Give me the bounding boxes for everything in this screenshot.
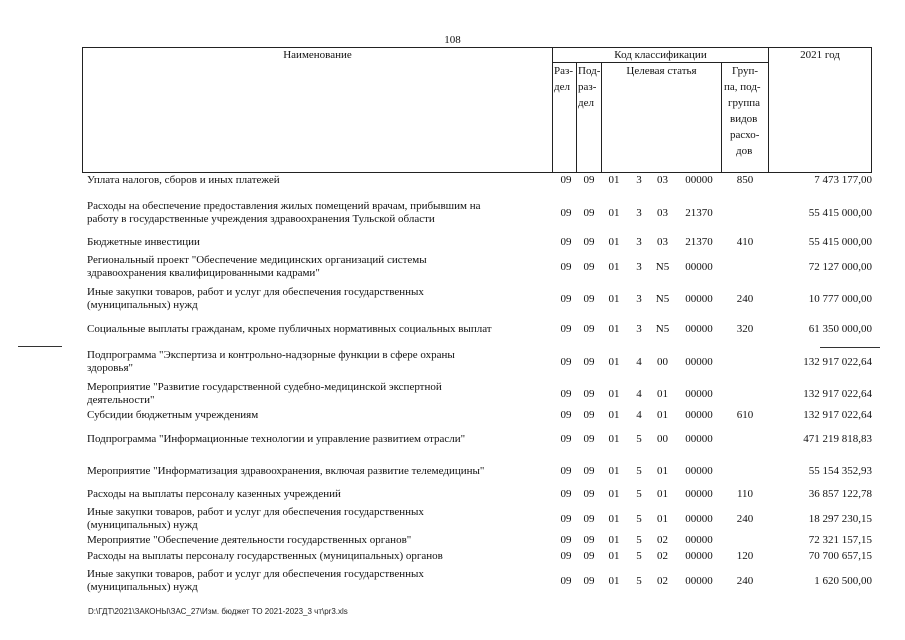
row-name-line: Мероприятие "Развитие государственной судебно-медицинской экспертной xyxy=(87,381,442,393)
row-name-line: Расходы на обеспечение предоставления жилых помещений врачам, прибывшим на xyxy=(87,200,481,212)
row-name-line: деятельности" xyxy=(87,394,155,406)
podrazdel-code: 09 xyxy=(583,488,595,500)
row-name xyxy=(87,349,547,375)
header-border-bottom xyxy=(82,172,872,173)
podrazdel-code: 09 xyxy=(583,236,595,248)
subprogram-code: 3 xyxy=(636,207,642,219)
header-podrazdel-line-2: раз- xyxy=(578,81,597,93)
row-name xyxy=(87,236,547,249)
podrazdel-code: 09 xyxy=(583,465,595,477)
row-name-line: Субсидии бюджетным учреждениям xyxy=(87,409,259,421)
table-row xyxy=(0,349,905,377)
row-amount: 55 415 000,00 xyxy=(808,236,872,248)
row-amount: 1 620 500,00 xyxy=(814,575,872,587)
expense-type-code: 610 xyxy=(736,409,754,421)
row-name xyxy=(87,323,547,336)
subprogram-code: 4 xyxy=(636,409,642,421)
table-row xyxy=(0,534,905,548)
row-name-line: здоровья" xyxy=(87,362,134,374)
row-amount: 132 917 022,64 xyxy=(803,388,872,400)
direction-code: 01 xyxy=(657,388,668,400)
row-name xyxy=(87,200,547,226)
subprogram-code: 5 xyxy=(636,488,642,500)
subprogram-code: 5 xyxy=(636,575,642,587)
row-amount: 55 415 000,00 xyxy=(808,207,872,219)
direction-code: 02 xyxy=(657,575,668,587)
row-amount: 18 297 230,15 xyxy=(808,513,872,525)
program-code: 01 xyxy=(608,356,620,368)
row-amount: 132 917 022,64 xyxy=(803,409,872,421)
row-name xyxy=(87,550,547,563)
row-amount: 471 219 818,83 xyxy=(803,433,872,445)
expense-type-code: 320 xyxy=(736,323,754,335)
direction-code: 01 xyxy=(657,513,668,525)
header-group-line-4: видов xyxy=(730,113,758,125)
table-row xyxy=(0,174,905,188)
razdel-code: 09 xyxy=(560,550,572,562)
expense-code: 00000 xyxy=(685,550,713,562)
expense-code: 00000 xyxy=(685,513,713,525)
header-group-line-6: дов xyxy=(736,145,753,157)
table-row xyxy=(0,506,905,534)
program-code: 01 xyxy=(608,534,620,546)
row-name-line: (муниципальных) нужд xyxy=(87,519,198,531)
expense-code: 00000 xyxy=(685,388,713,400)
podrazdel-code: 09 xyxy=(583,513,595,525)
program-code: 01 xyxy=(608,433,620,445)
program-code: 01 xyxy=(608,207,620,219)
program-code: 01 xyxy=(608,388,620,400)
table-row xyxy=(0,409,905,423)
row-name xyxy=(87,534,547,547)
razdel-code: 09 xyxy=(560,293,572,305)
header-group-line-2: па, под- xyxy=(724,81,761,93)
header-col-razdel-right xyxy=(576,62,577,173)
subprogram-code: 5 xyxy=(636,433,642,445)
row-name xyxy=(87,381,547,407)
row-name-line: Расходы на выплаты персоналу казенных учреждений xyxy=(87,488,341,500)
subprogram-code: 5 xyxy=(636,550,642,562)
expense-type-code: 120 xyxy=(736,550,754,562)
row-name-line: Подпрограмма "Информационные технологии и управление развитием отрасли" xyxy=(87,433,466,445)
podrazdel-code: 09 xyxy=(583,388,595,400)
program-code: 01 xyxy=(608,174,620,186)
row-name-line: (муниципальных) нужд xyxy=(87,581,198,593)
row-name-line: работу в государственные учреждения здравоохранения Тульской области xyxy=(87,213,435,225)
row-name xyxy=(87,254,547,280)
podrazdel-code: 09 xyxy=(583,575,595,587)
header-razdel-line-1: Раз- xyxy=(554,65,574,77)
row-name-line: Мероприятие "Информатизация здравоохранения, включая развитие телемедицины" xyxy=(87,465,485,477)
direction-code: 01 xyxy=(657,465,668,477)
header-col-right xyxy=(871,47,872,173)
expense-code: 00000 xyxy=(685,488,713,500)
header-group-line-5: расхо- xyxy=(730,129,760,141)
expense-type-code: 240 xyxy=(736,575,754,587)
direction-code: 02 xyxy=(657,550,668,562)
subprogram-code: 3 xyxy=(636,174,642,186)
razdel-code: 09 xyxy=(560,575,572,587)
podrazdel-code: 09 xyxy=(583,174,595,186)
razdel-code: 09 xyxy=(560,513,572,525)
header-col-target-right xyxy=(721,62,722,173)
program-code: 01 xyxy=(608,293,620,305)
header-group-line-3: группа xyxy=(728,97,761,109)
razdel-code: 09 xyxy=(560,433,572,445)
table-row xyxy=(0,254,905,282)
podrazdel-code: 09 xyxy=(583,550,595,562)
row-name-line: Региональный проект "Обеспечение медицинских организаций системы xyxy=(87,254,427,266)
direction-code: 01 xyxy=(657,488,668,500)
direction-code: 03 xyxy=(657,236,668,248)
program-code: 01 xyxy=(608,236,620,248)
razdel-code: 09 xyxy=(560,534,572,546)
direction-code: 02 xyxy=(657,534,668,546)
row-name-line: Иные закупки товаров, работ и услуг для обеспечения государственных xyxy=(87,506,424,518)
row-name-line: Бюджетные инвестиции xyxy=(87,236,200,248)
expense-code: 00000 xyxy=(685,261,713,273)
header-col-podrazdel-right xyxy=(601,62,602,173)
expense-code: 21370 xyxy=(685,236,713,248)
row-amount: 36 857 122,78 xyxy=(808,488,872,500)
razdel-code: 09 xyxy=(560,174,572,186)
podrazdel-code: 09 xyxy=(583,409,595,421)
podrazdel-code: 09 xyxy=(583,534,595,546)
expense-code: 00000 xyxy=(685,409,713,421)
header-col-left xyxy=(82,47,83,173)
podrazdel-code: 09 xyxy=(583,207,595,219)
row-amount: 72 127 000,00 xyxy=(808,261,872,273)
expense-type-code: 850 xyxy=(736,174,754,186)
podrazdel-code: 09 xyxy=(583,356,595,368)
podrazdel-code: 09 xyxy=(583,433,595,445)
razdel-code: 09 xyxy=(560,207,572,219)
row-name-line: здравоохранения квалифицированными кадрами" xyxy=(87,267,320,279)
expense-code: 00000 xyxy=(685,575,713,587)
direction-code: N5 xyxy=(655,293,670,305)
subprogram-code: 3 xyxy=(636,323,642,335)
razdel-code: 09 xyxy=(560,356,572,368)
row-name-line: (муниципальных) нужд xyxy=(87,299,198,311)
subprogram-code: 3 xyxy=(636,236,642,248)
expense-code: 00000 xyxy=(685,433,713,445)
podrazdel-code: 09 xyxy=(583,261,595,273)
expense-type-code: 240 xyxy=(736,513,754,525)
program-code: 01 xyxy=(608,323,620,335)
razdel-code: 09 xyxy=(560,323,572,335)
row-amount: 55 154 352,93 xyxy=(808,465,872,477)
row-name-line: Иные закупки товаров, работ и услуг для обеспечения государственных xyxy=(87,568,424,580)
table-row xyxy=(0,550,905,564)
row-name xyxy=(87,174,547,187)
direction-code: 01 xyxy=(657,409,668,421)
header-razdel-line-2: дел xyxy=(554,81,570,93)
razdel-code: 09 xyxy=(560,388,572,400)
row-amount: 132 917 022,64 xyxy=(803,356,872,368)
program-code: 01 xyxy=(608,550,620,562)
expense-type-code: 240 xyxy=(736,293,754,305)
row-name xyxy=(87,568,547,594)
row-amount: 72 321 157,15 xyxy=(808,534,872,546)
expense-code: 00000 xyxy=(685,534,713,546)
row-name-line: Уплата налогов, сборов и иных платежей xyxy=(87,174,280,186)
row-name xyxy=(87,506,547,532)
row-name xyxy=(87,488,547,501)
expense-code: 00000 xyxy=(685,465,713,477)
subprogram-code: 5 xyxy=(636,465,642,477)
program-code: 01 xyxy=(608,261,620,273)
header-col-code-right xyxy=(768,47,769,173)
expense-code: 00000 xyxy=(685,323,713,335)
header-target-article: Целевая статья xyxy=(626,65,697,77)
direction-code: 03 xyxy=(657,207,668,219)
row-name xyxy=(87,465,547,478)
header-group-line-1: Груп- xyxy=(732,65,759,77)
row-name-line: Подпрограмма "Экспертиза и контрольно-надзорные функции в сфере охраны xyxy=(87,349,455,361)
table-row xyxy=(0,433,905,447)
razdel-code: 09 xyxy=(560,236,572,248)
row-amount: 10 777 000,00 xyxy=(808,293,872,305)
expense-type-code: 410 xyxy=(736,236,754,248)
row-amount: 7 473 177,00 xyxy=(814,174,872,186)
razdel-code: 09 xyxy=(560,261,572,273)
row-name-line: Расходы на выплаты персоналу государственных (муниципальных) органов xyxy=(87,550,443,562)
table-row xyxy=(0,488,905,502)
table-row xyxy=(0,236,905,250)
header-col-name-right xyxy=(552,47,553,173)
direction-code: 00 xyxy=(657,433,668,445)
subprogram-code: 4 xyxy=(636,356,642,368)
direction-code: N5 xyxy=(655,261,670,273)
direction-code: 00 xyxy=(657,356,668,368)
header-podrazdel-line-3: дел xyxy=(578,97,594,109)
row-amount: 61 350 000,00 xyxy=(808,323,872,335)
expense-code: 00000 xyxy=(685,293,713,305)
expense-type-code: 110 xyxy=(736,488,754,500)
subprogram-code: 3 xyxy=(636,261,642,273)
expense-code: 00000 xyxy=(685,356,713,368)
razdel-code: 09 xyxy=(560,409,572,421)
program-code: 01 xyxy=(608,488,620,500)
table-row xyxy=(0,465,905,479)
row-name-line: Мероприятие "Обеспечение деятельности государственных органов" xyxy=(87,534,412,546)
podrazdel-code: 09 xyxy=(583,293,595,305)
row-name xyxy=(87,286,547,312)
expense-code: 00000 xyxy=(685,174,713,186)
page-number: 108 xyxy=(444,34,461,46)
row-name xyxy=(87,409,547,422)
program-code: 01 xyxy=(608,465,620,477)
header-name: Наименование xyxy=(283,49,352,61)
program-code: 01 xyxy=(608,513,620,525)
header-year: 2021 год xyxy=(800,49,840,61)
direction-code: 03 xyxy=(657,174,668,186)
table-row xyxy=(0,286,905,314)
file-path-footer: D:\ГДТ\2021\ЗАКОНЫ\ЗАС_27\Изм. бюджет ТО 2021-2023_3 чт\pr3.xls xyxy=(88,607,348,616)
razdel-code: 09 xyxy=(560,465,572,477)
header-code-classification: Код классификации xyxy=(614,49,707,61)
subprogram-code: 3 xyxy=(636,293,642,305)
row-name xyxy=(87,433,547,446)
header-subrow-line xyxy=(552,62,768,63)
expense-code: 21370 xyxy=(685,207,713,219)
table-row xyxy=(0,381,905,409)
table-row xyxy=(0,200,905,228)
subprogram-code: 5 xyxy=(636,534,642,546)
row-name-line: Социальные выплаты гражданам, кроме публичных нормативных социальных выплат xyxy=(87,323,492,335)
razdel-code: 09 xyxy=(560,488,572,500)
subprogram-code: 4 xyxy=(636,388,642,400)
podrazdel-code: 09 xyxy=(583,323,595,335)
subprogram-code: 5 xyxy=(636,513,642,525)
right-margin-mark xyxy=(820,347,880,348)
table-row xyxy=(0,568,905,596)
left-margin-mark xyxy=(18,346,62,347)
program-code: 01 xyxy=(608,409,620,421)
direction-code: N5 xyxy=(655,323,670,335)
row-amount: 70 700 657,15 xyxy=(808,550,872,562)
header-podrazdel-line-1: Под- xyxy=(578,65,601,77)
program-code: 01 xyxy=(608,575,620,587)
table-row xyxy=(0,323,905,337)
row-name-line: Иные закупки товаров, работ и услуг для обеспечения государственных xyxy=(87,286,424,298)
